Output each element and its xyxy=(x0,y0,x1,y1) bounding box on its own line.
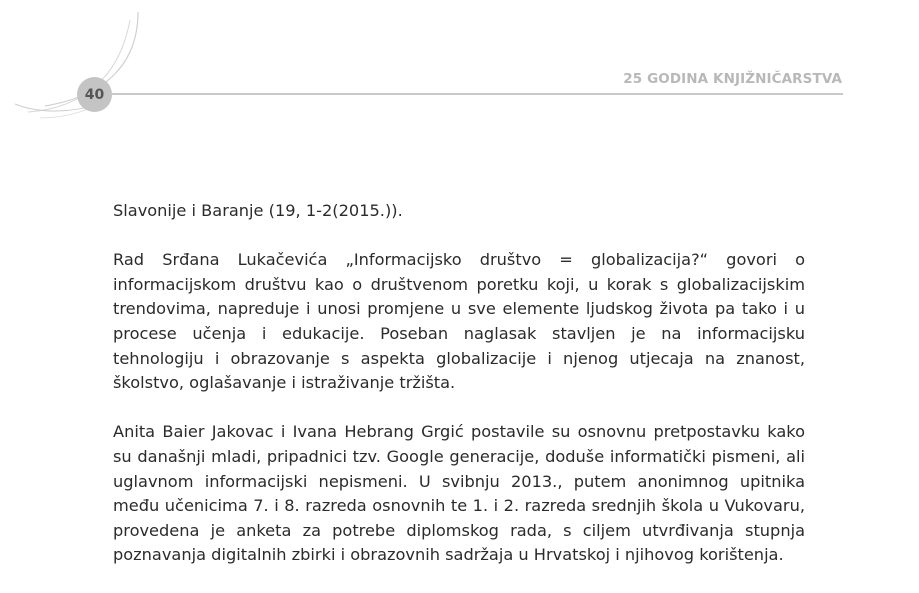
paragraph: Rad Srđana Lukačevića „Informacijsko društvo = globalizacija?“ govori o informacijskom društvu kao o društvenom poretku koji, u korak s globalizacijskim trendovima, napreduje i unosi promjene u sve elemente ljudskog života pa tako i u procese učenja i edukacije. Poseban naglasak stavljen je na informacijsku tehnologiju i obrazovanje s aspekta globalizacije i njenog utjecaja na znanost, školstvo, oglašavanje i istraživanje tržišta. xyxy=(113,250,805,393)
decorative-curves xyxy=(0,0,200,140)
paragraph: Anita Baier Jakovac i Ivana Hebrang Grgić postavile su osnovnu pretpostavku kako su današnji mladi, pripadnici tzv. Google generacije, doduše informatički pismeni, ali uglavnom informacijski nepismeni. U svibnju 2013., putem anonimnog upitnika među učenicima 7. i 8. razreda osnovnih te 1. i 2. razreda srednjih škola u Vukovaru, provedena je anketa za potrebe diplomskog rada, s ciljem utvrđivanja stupnja poznavanja digitalnih zbirki i obrazovnih sadržaja u Hrvatskoj i njihovog korištenja. xyxy=(113,422,805,565)
paragraph: Slavonije i Baranje (19, 1-2(2015.)). xyxy=(113,201,403,220)
header-rule xyxy=(112,93,843,95)
running-title: 25 GODINA KNJIŽNIČARSTVA xyxy=(623,71,842,87)
body-text xyxy=(113,199,805,593)
page-number: 40 xyxy=(84,86,105,103)
page-number-badge xyxy=(77,77,112,112)
